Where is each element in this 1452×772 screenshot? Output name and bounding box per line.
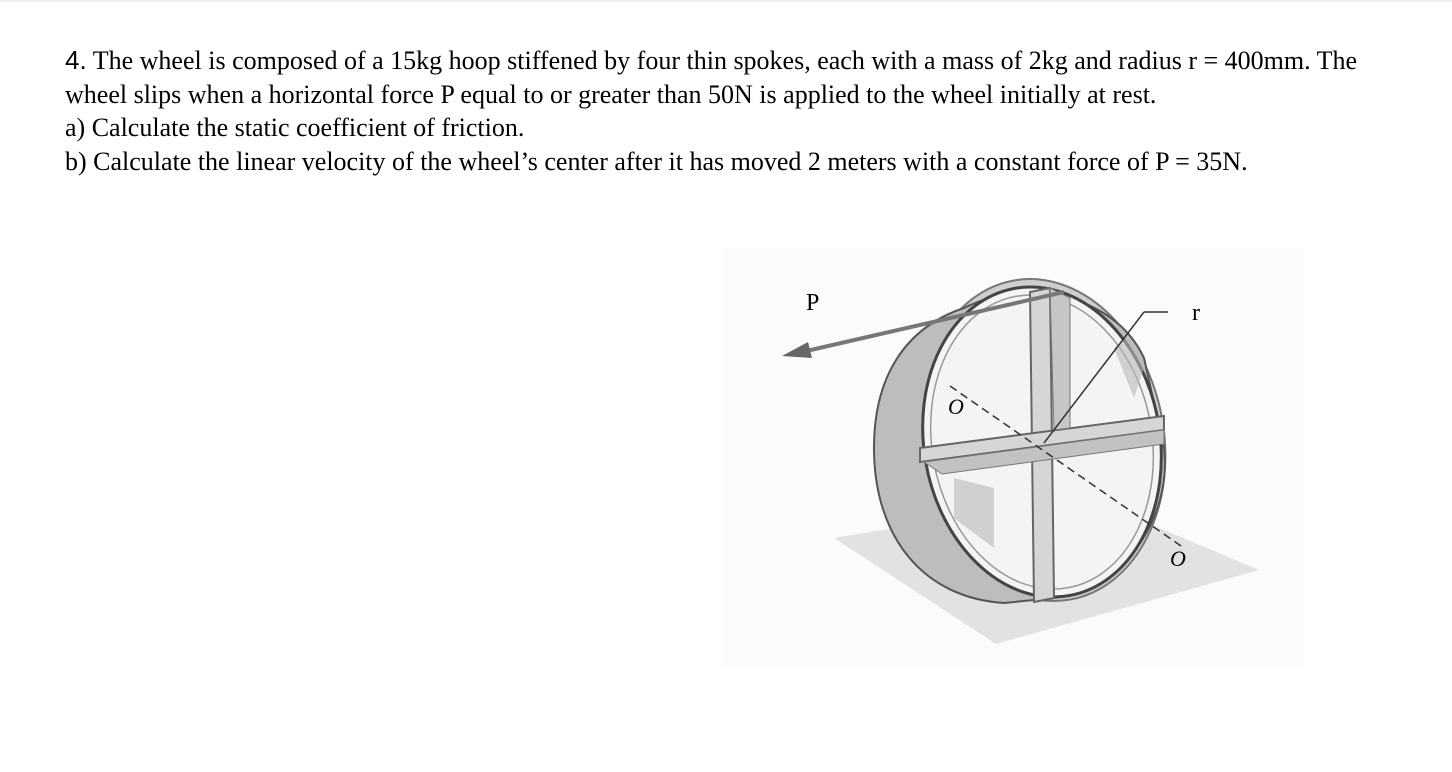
part-b: b) Calculate the linear velocity of the wheel’s center after it has moved 2 meters with a constant force of P = 35N.: [65, 146, 1248, 176]
spoke-depth-top: [1050, 288, 1070, 430]
part-a: a) Calculate the static coefficient of friction.: [65, 113, 525, 142]
problem-statement-text: The wheel is composed of a 15kg hoop stiffened by four thin spokes, each with a mass of 2kg and radius r = 400mm. The wheel slips when a horizontal force P equal to or greater than 50N is applied to the wheel initially at rest.: [65, 46, 1358, 109]
problem-statement: [65, 44, 1405, 111]
force-label: P: [806, 290, 820, 316]
radius-label: r: [1192, 300, 1200, 326]
axis-label-bottom: O: [1170, 546, 1186, 571]
problem-text: [65, 44, 1405, 178]
top-divider: [0, 0, 1452, 4]
wheel-diagram: [724, 248, 1304, 668]
wheel-figure: [724, 248, 1304, 668]
problem-number: 4.: [65, 45, 87, 75]
axis-label-top: O: [948, 394, 964, 419]
